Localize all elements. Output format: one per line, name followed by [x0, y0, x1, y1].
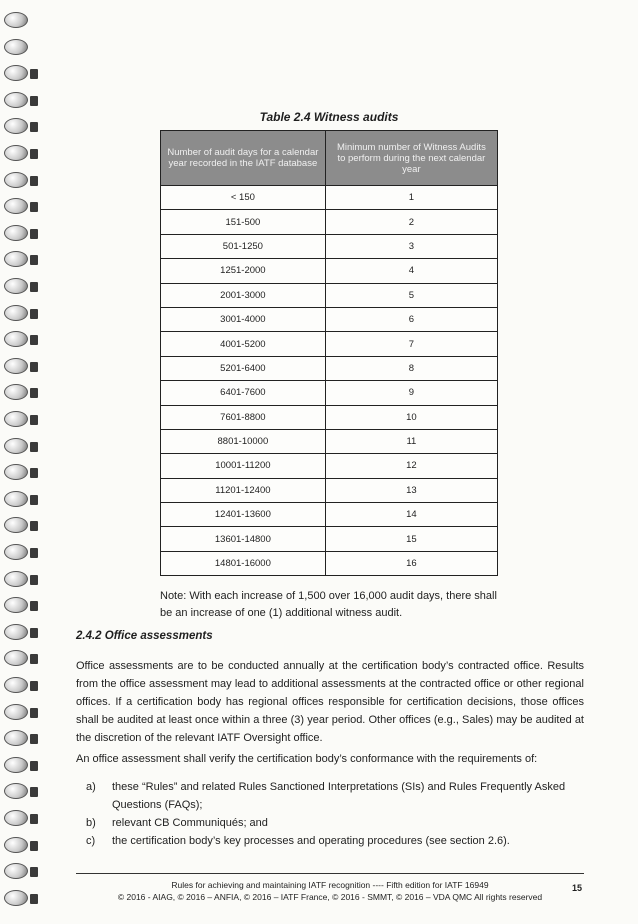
section-heading: 2.4.2 Office assessments — [76, 630, 213, 642]
list-item — [86, 814, 584, 832]
table-row — [161, 210, 498, 234]
audit-days-cell: 151-500 — [161, 210, 326, 234]
requirements-list — [86, 778, 584, 850]
audit-days-cell: 13601-14800 — [161, 527, 326, 551]
table-row — [161, 283, 498, 307]
footer-copyright: © 2016 - AIAG, © 2016 – ANFIA, © 2016 – IATF France, © 2016 - SMMT, © 2016 – VDA QMC All rights reserved — [117, 892, 543, 902]
header-audit-days: Number of audit days for a calendar year recorded in the IATF database — [161, 131, 326, 186]
footer-divider — [76, 873, 584, 874]
table-row — [161, 503, 498, 527]
audit-days-cell: 6401-7600 — [161, 381, 326, 405]
paragraph-office-assessments: Office assessments are to be conducted annually at the certification body’s contracted office. Results from the office assessment may lead to additional assessments at the contracted office or other regional offices. If a certification body has regional offices responsible for certification decisions, those offices shall be audited at least once within a three (3) year period. Other offices (e.g., Sales) may be audited at the discretion of the relevant IATF Oversight office. — [76, 660, 584, 744]
audit-days-cell: 12401-13600 — [161, 503, 326, 527]
table-row — [161, 307, 498, 331]
witness-audits-cell: 12 — [325, 454, 497, 478]
audit-days-cell: 501-1250 — [161, 234, 326, 258]
witness-audits-cell: 14 — [325, 503, 497, 527]
table-row — [161, 332, 498, 356]
witness-audits-cell: 15 — [325, 527, 497, 551]
table-row — [161, 234, 498, 258]
table-row — [161, 186, 498, 210]
witness-audits-cell: 4 — [325, 259, 497, 283]
audit-days-cell: 3001-4000 — [161, 307, 326, 331]
audit-days-cell: 5201-6400 — [161, 356, 326, 380]
table-row — [161, 356, 498, 380]
witness-audits-cell: 6 — [325, 307, 497, 331]
witness-audits-cell: 2 — [325, 210, 497, 234]
audit-days-cell: 14801-16000 — [161, 551, 326, 575]
witness-audits-cell: 1 — [325, 186, 497, 210]
audit-days-cell: 8801-10000 — [161, 429, 326, 453]
witness-audits-cell: 10 — [325, 405, 497, 429]
table-header-row — [161, 131, 498, 186]
witness-audits-table — [160, 130, 498, 576]
witness-audits-cell: 8 — [325, 356, 497, 380]
table-row — [161, 381, 498, 405]
witness-audits-cell: 11 — [325, 429, 497, 453]
table-row — [161, 429, 498, 453]
witness-audits-cell: 9 — [325, 381, 497, 405]
table-caption: Table 2.4 Witness audits — [259, 110, 399, 124]
list-text: these “Rules” and related Rules Sanctioned Interpretations (SIs) and Rules Frequently Asked Questions (FAQs); — [112, 781, 566, 811]
audit-days-cell: < 150 — [161, 186, 326, 210]
audit-days-cell: 11201-12400 — [161, 478, 326, 502]
audit-days-cell: 7601-8800 — [161, 405, 326, 429]
list-item — [86, 778, 584, 814]
table-row — [161, 551, 498, 575]
table-note: Note: With each increase of 1,500 over 16,000 audit days, there shall be an increase of one (1) additional witness audit. — [160, 590, 497, 619]
table-row — [161, 405, 498, 429]
list-item — [86, 832, 584, 850]
table-row — [161, 259, 498, 283]
audit-days-cell: 2001-3000 — [161, 283, 326, 307]
witness-audits-cell: 16 — [325, 551, 497, 575]
page-footer — [76, 879, 584, 903]
table-row — [161, 478, 498, 502]
witness-audits-cell: 7 — [325, 332, 497, 356]
list-text: relevant CB Communiqués; and — [112, 817, 268, 829]
list-marker: a) — [86, 781, 96, 793]
page-number: 15 — [572, 883, 583, 893]
list-marker: b) — [86, 817, 96, 829]
witness-audits-cell: 13 — [325, 478, 497, 502]
witness-audits-cell: 5 — [325, 283, 497, 307]
header-min-witness-audits: Minimum number of Witness Audits to perform during the next calendar year — [325, 131, 497, 186]
table-row — [161, 527, 498, 551]
paragraph-conformance: An office assessment shall verify the certification body’s conformance with the requirements of: — [76, 753, 538, 765]
table-row — [161, 454, 498, 478]
audit-days-cell: 1251-2000 — [161, 259, 326, 283]
list-marker: c) — [86, 835, 96, 847]
footer-title: Rules for achieving and maintaining IATF recognition ---- Fifth edition for IATF 16949 — [171, 880, 489, 890]
witness-audits-cell: 3 — [325, 234, 497, 258]
audit-days-cell: 4001-5200 — [161, 332, 326, 356]
list-text: the certification body’s key processes and operating procedures (see section 2.6). — [112, 835, 510, 847]
audit-days-cell: 10001-11200 — [161, 454, 326, 478]
